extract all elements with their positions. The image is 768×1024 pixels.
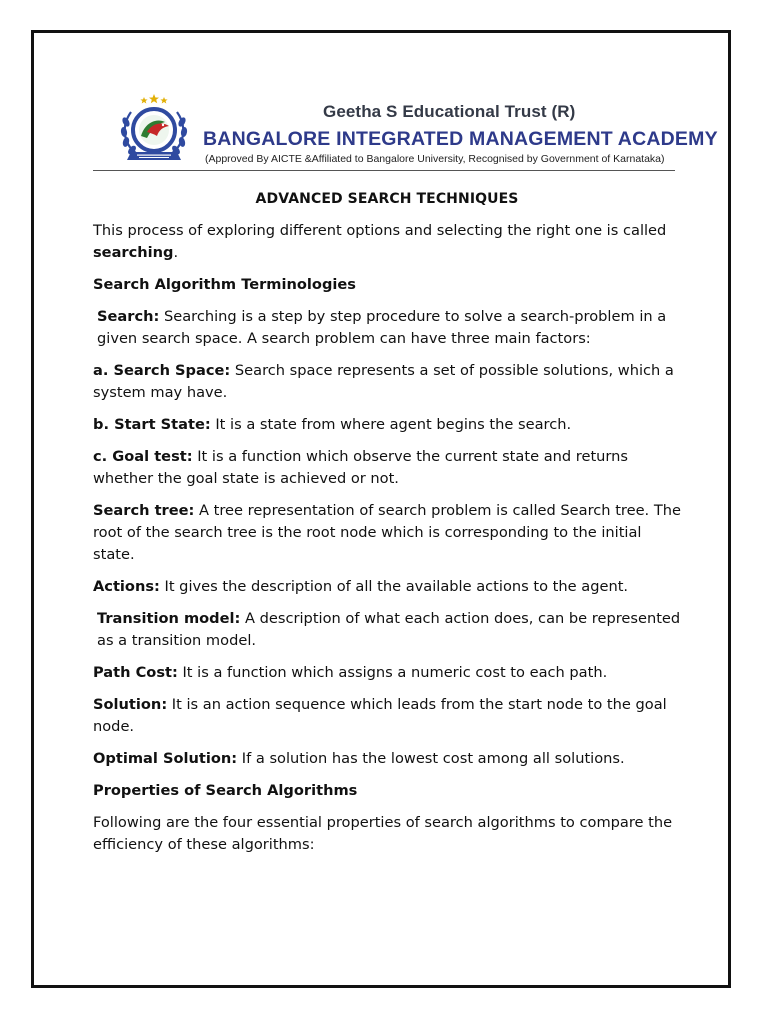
term-label: a. Search Space: xyxy=(93,362,231,379)
term-description: If a solution has the lowest cost among all solutions. xyxy=(237,750,625,767)
document-title: ADVANCED SEARCH TECHNIQUES xyxy=(255,191,519,207)
term-description: It is a function which observe the current state and returns whether the goal state is achieved or not. xyxy=(93,448,629,487)
closing-paragraph: Following are the four essential properties of search algorithms to compare the efficiency of these algorithms: xyxy=(93,814,673,853)
intro-tail: . xyxy=(173,244,179,261)
term-description: Searching is a step by step procedure to solve a search-problem in a given search space. A search problem can have three main factors: xyxy=(97,308,667,347)
section-heading-properties: Properties of Search Algorithms xyxy=(93,782,358,799)
intro-text: This process of exploring different options and selecting the right one is called xyxy=(93,222,667,239)
term-description: It is an action sequence which leads from the start node to the goal node. xyxy=(93,696,667,735)
document-body xyxy=(93,188,681,866)
term-paragraph xyxy=(93,576,681,598)
term-label: c. Goal test: xyxy=(93,448,193,465)
term-paragraph xyxy=(93,500,681,566)
letterhead xyxy=(93,90,718,170)
term-label: Path Cost: xyxy=(93,664,178,681)
term-label: Search tree: xyxy=(93,502,195,519)
term-paragraph xyxy=(93,414,681,436)
term-paragraph xyxy=(93,662,681,684)
approval-line: (Approved By AICTE &Affiliated to Bangalore University, Recognised by Government of Karnataka) xyxy=(205,153,665,165)
term-description: It is a state from where agent begins the search. xyxy=(210,416,572,433)
term-paragraph xyxy=(93,608,681,652)
term-label: Optimal Solution: xyxy=(93,750,238,767)
term-description: It gives the description of all the available actions to the agent. xyxy=(159,578,629,595)
term-description: A tree representation of search problem is called Search tree. The root of the search tree is the root node which is corresponding to the initial state. xyxy=(93,502,681,563)
term-paragraph xyxy=(93,748,681,770)
term-description: It is a function which assigns a numeric cost to each path. xyxy=(177,664,608,681)
trust-name: Geetha S Educational Trust (R) xyxy=(323,102,576,121)
term-paragraph xyxy=(93,446,681,490)
term-paragraph xyxy=(93,306,681,350)
term-paragraph xyxy=(93,360,681,404)
academy-logo-icon xyxy=(117,92,191,168)
intro-paragraph xyxy=(93,220,681,264)
term-label: Solution: xyxy=(93,696,168,713)
academy-name: BANGALORE INTEGRATED MANAGEMENT ACADEMY xyxy=(203,128,718,150)
term-description: Search space represents a set of possible solutions, which a system may have. xyxy=(93,362,674,401)
term-paragraph xyxy=(93,694,681,738)
intro-bold-term: searching xyxy=(93,244,174,261)
term-label: Actions: xyxy=(93,578,160,595)
letterhead-divider xyxy=(93,170,675,171)
section-heading-terminologies: Search Algorithm Terminologies xyxy=(93,276,356,293)
term-label: Search: xyxy=(97,308,160,325)
term-description: A description of what each action does, can be represented as a transition model. xyxy=(97,610,681,649)
term-label: Transition model: xyxy=(97,610,241,627)
term-label: b. Start State: xyxy=(93,416,211,433)
